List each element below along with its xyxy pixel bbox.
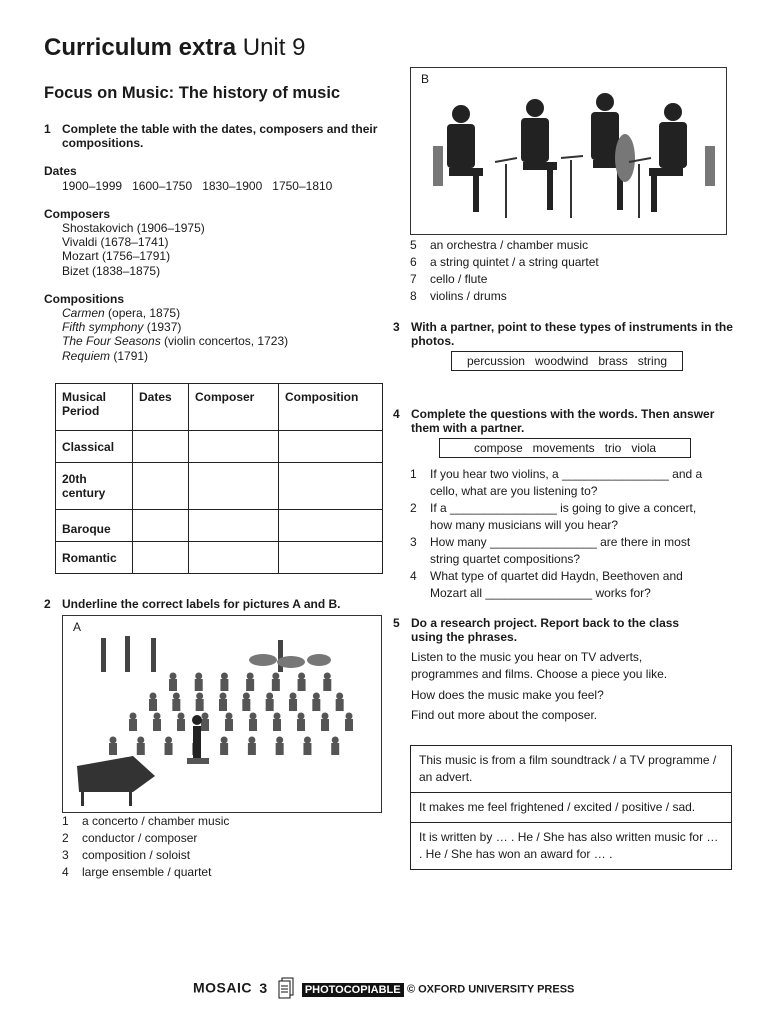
musician-figure (242, 699, 250, 711)
q5-paragraph-2: How does the music make you feel? (411, 688, 604, 702)
musician-figure (221, 673, 228, 680)
row-label: 20th century (56, 463, 133, 510)
footer (193, 977, 574, 1002)
musician-figure (313, 693, 320, 700)
date-item: 1750–1810 (272, 179, 333, 193)
question-number: 1 (44, 122, 51, 136)
dates-list (62, 179, 332, 193)
musician-figure (153, 719, 161, 731)
musician-figure (248, 743, 256, 755)
musician-figure (109, 743, 117, 755)
option-item: 3 composition / soloist (62, 848, 191, 862)
table-row (56, 542, 383, 574)
musician-figure (154, 713, 161, 720)
musician-figure (178, 713, 185, 720)
picture-label: A (73, 620, 82, 634)
picture-b-string-quartet (410, 67, 727, 235)
musician-figure (196, 699, 204, 711)
table-header-row (56, 384, 383, 431)
word-item: percussion (466, 354, 525, 368)
musician-figure (170, 673, 177, 680)
table-cell[interactable] (279, 510, 383, 542)
musician-figure (276, 743, 284, 755)
table-cell[interactable] (279, 542, 383, 574)
question-text: Complete the questions with the words. Then answer them with a partner. (411, 407, 715, 435)
option-item: 7 cello / flute (410, 272, 488, 286)
word-item: string (637, 354, 668, 368)
photocopiable-badge: PHOTOCOPIABLE (302, 983, 404, 997)
question-number: 2 (44, 597, 51, 611)
musician-figure (298, 713, 305, 720)
publisher-credit: © OXFORD UNIVERSITY PRESS (406, 983, 575, 996)
question-5 (393, 616, 713, 644)
question-4 (393, 407, 723, 435)
musician-figure (266, 699, 274, 711)
musician-figure (272, 679, 280, 691)
musician-figure (202, 713, 209, 720)
table-row (56, 463, 383, 510)
options-b (410, 237, 599, 305)
row-label: Romantic (56, 542, 133, 574)
compositions-heading: Compositions (44, 292, 124, 306)
question-item: 2 If a ________________ is going to give a concert, how many musicians will you hear? (410, 501, 697, 532)
musician-figure (196, 693, 203, 700)
date-item: 1830–1900 (202, 179, 263, 193)
option-item: 5 an orchestra / chamber music (410, 238, 589, 252)
table-header: Dates (133, 384, 189, 431)
composition-item: Requiem (1791) (62, 348, 149, 363)
musician-figure (220, 743, 228, 755)
musician-figure (220, 679, 228, 691)
table-cell[interactable] (189, 542, 279, 574)
question-text: With a partner, point to these types of instruments in the photos. (411, 320, 733, 348)
question-number: 3 (393, 320, 400, 334)
musician-figure (298, 673, 305, 680)
musician-figure (312, 699, 320, 711)
table-cell[interactable] (189, 463, 279, 510)
musician-figure (149, 699, 157, 711)
musician-figure (297, 719, 305, 731)
question-number: 4 (393, 407, 400, 421)
question-3 (393, 320, 733, 348)
q5-paragraph-3: Find out more about the composer. (411, 708, 598, 722)
word-item: movements (532, 441, 595, 455)
word-item: woodwind (534, 354, 589, 368)
musician-figure (165, 743, 173, 755)
question-2 (44, 597, 384, 611)
phrase-cell: This music is from a film soundtrack / a TV programme / an advert. (411, 746, 731, 793)
musician-figure (249, 719, 257, 731)
question-1 (44, 122, 384, 150)
question-number: 5 (393, 616, 400, 630)
musician-figure (273, 719, 281, 731)
option-item: 4 large ensemble / quartet (62, 865, 212, 879)
musician-figure (195, 673, 202, 680)
option-item: 6 a string quintet / a string quartet (410, 255, 599, 269)
table-cell[interactable] (189, 510, 279, 542)
musician-figure (137, 737, 144, 744)
musician-figure (322, 713, 329, 720)
table-row (56, 510, 383, 542)
phrase-cell: It is written by … . He / She has also written music for … . He / She has won an award for … . (419, 830, 719, 861)
table-cell[interactable] (279, 431, 383, 463)
composition-item: Carmen (opera, 1875) (62, 306, 181, 320)
orchestra-illustration (63, 616, 381, 812)
composer-item: Mozart (1756–1791) (62, 249, 171, 264)
musician-figure (346, 713, 353, 720)
musician-figure (304, 737, 311, 744)
composers-list (62, 221, 205, 278)
question-item: 4 What type of quartet did Haydn, Beethoven and Mozart all ________________ works for? (410, 569, 683, 600)
q5-paragraph-1: Listen to the music you hear on TV adverts, programmes and films. Choose a piece you like. (411, 650, 668, 681)
compositions-list (62, 306, 288, 363)
musician-figure (225, 719, 233, 731)
composer-item: Shostakovich (1906–1975) (62, 221, 205, 235)
phrase-cell: It makes me feel frightened / excited / positive / sad. (411, 793, 731, 823)
word-box-instruments (451, 351, 683, 371)
musician-figure (177, 719, 185, 731)
dates-heading: Dates (44, 164, 77, 178)
musician-figure (298, 679, 306, 691)
musician-figure (247, 673, 254, 680)
table-cell[interactable] (189, 431, 279, 463)
musician-figure (165, 737, 172, 744)
date-item: 1600–1750 (132, 179, 193, 193)
option-item: 2 conductor / composer (62, 831, 198, 845)
quartet-illustration (411, 68, 726, 234)
picture-a-orchestra (62, 615, 382, 813)
picture-label: B (421, 72, 430, 86)
composer-item: Vivaldi (1678–1741) (62, 235, 169, 250)
musician-figure (246, 679, 254, 691)
musician-figure (289, 699, 297, 711)
musician-figure (336, 693, 343, 700)
table-cell[interactable] (133, 510, 189, 542)
musician-figure (290, 693, 297, 700)
table-cell[interactable] (279, 463, 383, 510)
musician-figure (248, 737, 255, 744)
composers-heading: Composers (44, 207, 111, 221)
musician-figure (276, 737, 283, 744)
q4-items (410, 466, 702, 602)
table-cell[interactable] (133, 463, 189, 510)
options-a (62, 813, 229, 881)
musician-figure (266, 693, 273, 700)
section-title: Focus on Music: The history of music (44, 84, 341, 102)
row-label: Baroque (56, 510, 133, 542)
word-item: compose (473, 441, 523, 455)
title-unit: Unit 9 (242, 34, 306, 61)
question-item: 1 If you hear two violins, a ________________ and a cello, what are you listening to? (410, 467, 703, 498)
musician-figure (195, 679, 203, 691)
musician-figure (226, 713, 233, 720)
musician-figure (303, 743, 311, 755)
musician-figure (323, 679, 331, 691)
title-bold: Curriculum extra (44, 34, 237, 61)
table-header: Musical Period (56, 384, 133, 431)
composition-item: The Four Seasons (violin concertos, 1723) (62, 334, 289, 349)
musician-figure (243, 693, 250, 700)
composer-item: Bizet (1838–1875) (62, 263, 161, 278)
composition-item: Fifth symphony (1937) (62, 320, 182, 335)
musician-figure (332, 737, 339, 744)
musician-figure (331, 743, 339, 755)
musician-figure (169, 679, 177, 691)
musician-figure (336, 699, 344, 711)
musician-figure (201, 719, 209, 731)
page-title (44, 34, 305, 62)
musician-figure (220, 693, 227, 700)
musician-figure (272, 673, 279, 680)
periods-table (55, 383, 383, 574)
musician-figure (274, 713, 281, 720)
question-text: Do a research project. Report back to the class using the phrases. (411, 616, 680, 644)
question-item: 3 How many ________________ are there in most string quartet compositions? (410, 535, 691, 566)
word-box-vocab (439, 438, 691, 458)
musician-figure (173, 693, 180, 700)
musician-figure (324, 673, 331, 680)
musician-figure (221, 737, 228, 744)
question-text: Underline the correct labels for pictures A and B. (62, 597, 341, 611)
word-item: viola (631, 441, 657, 455)
option-item: 8 violins / drums (410, 289, 507, 303)
musician-figure (110, 737, 117, 744)
musician-figure (130, 713, 137, 720)
table-header: Composition (279, 384, 383, 431)
musician-figure (172, 699, 180, 711)
table-cell[interactable] (133, 542, 189, 574)
table-row (56, 431, 383, 463)
musician-figure (250, 713, 257, 720)
row-label: Classical (56, 431, 133, 463)
photocopy-pages-icon (278, 977, 294, 1002)
word-item: brass (598, 354, 628, 368)
musician-figure (345, 719, 353, 731)
word-item: trio (604, 441, 622, 455)
musician-figure (219, 699, 227, 711)
phrases-box (410, 745, 732, 870)
date-item: 1900–1999 (62, 179, 123, 193)
table-cell[interactable] (133, 431, 189, 463)
level-number: 3 (259, 979, 268, 996)
musician-figure (150, 693, 157, 700)
table-header: Composer (189, 384, 279, 431)
musician-figure (321, 719, 329, 731)
brand-logo: MOSAIC (193, 979, 252, 996)
musician-figure (137, 743, 145, 755)
question-text: Complete the table with the dates, composers and their compositions. (62, 122, 378, 150)
musician-figure (129, 719, 137, 731)
option-item: 1 a concerto / chamber music (62, 814, 230, 828)
